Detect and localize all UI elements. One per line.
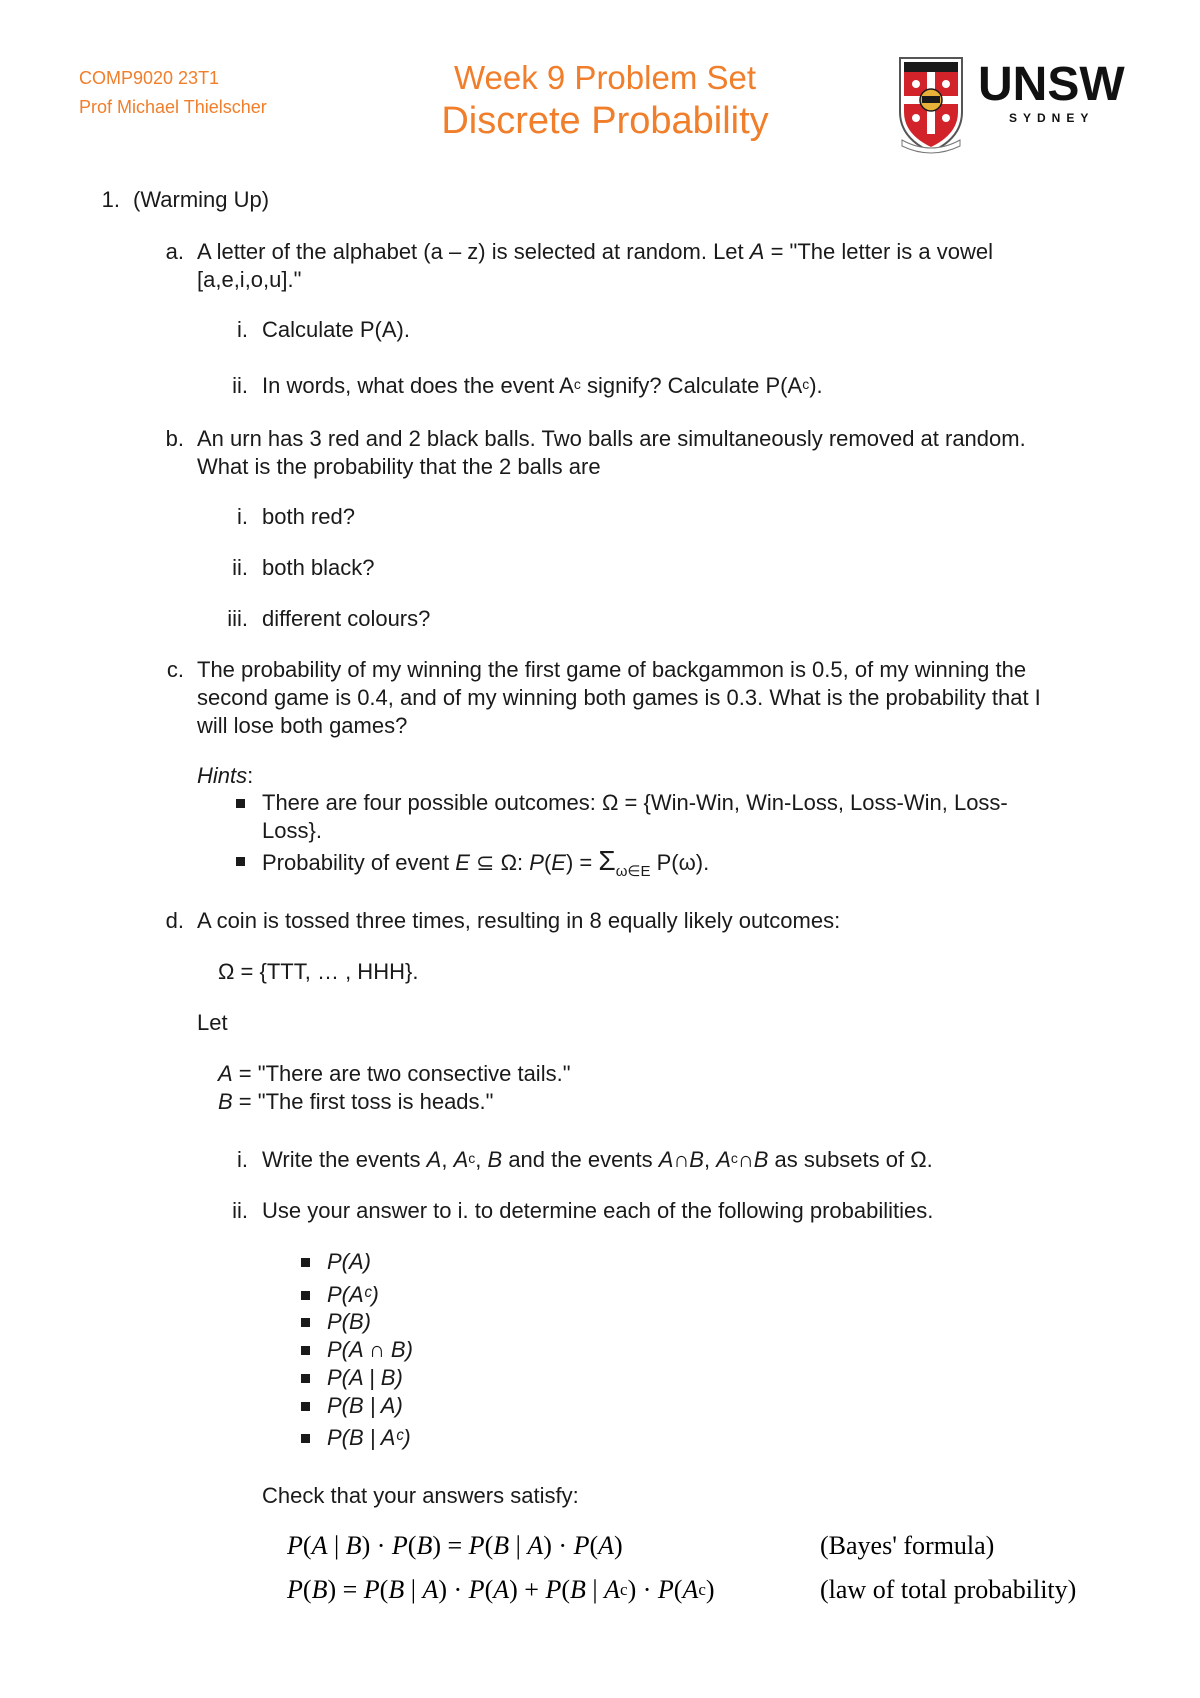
q1c-hint2: Probability of event E ⊆ Ω: $P(E) = \Sigma_{\omega\in E}$ P(ω). xyxy=(262,845,710,880)
q1a-text-line1: A letter of the alphabet (a – z) is selected at random. Let A = "The letter is a vowel xyxy=(197,239,993,264)
q1b-text-line1: An urn has 3 red and 2 black balls. Two balls are simultaneously removed at random. xyxy=(197,426,1026,451)
q1a-ii-text: In words, what does the event $A^c$ signify? Calculate $P(A^c)$. xyxy=(262,373,823,398)
unsw-crest-icon xyxy=(898,56,1138,156)
total-probability-formula: P(B) = P(B | A) · P(A) + P(B | $A^c) \cdot P(A^c)$ xyxy=(287,1575,715,1604)
q1d-check-text: Check that your answers satisfy: xyxy=(262,1483,579,1508)
q1c-text-line2: second game is 0.4, and of my winning both games is 0.3. What is the probability that I xyxy=(197,685,1041,710)
prob-item: P(B | A) xyxy=(327,1393,403,1418)
q1d-text-line1: A coin is tossed three times, resulting in 8 equally likely outcomes: xyxy=(197,908,841,933)
bullet-square-icon xyxy=(301,1374,310,1383)
prob-item: P(Aᶜ) xyxy=(327,1282,379,1307)
q1b-text-line2: What is the probability that the 2 balls are xyxy=(197,454,601,479)
q1b-ii-text: both black? xyxy=(262,555,375,580)
course-code: COMP9020 23T1 xyxy=(79,68,220,88)
bullet-square-icon xyxy=(301,1318,310,1327)
bullet-square-icon xyxy=(301,1258,310,1267)
logo-wordmark: UNSW xyxy=(978,58,1125,111)
q1c-text-line3: will lose both games? xyxy=(197,713,408,738)
q1c-hint1-line1: There are four possible outcomes: Ω = {Win-Win, Win-Loss, Loss-Win, Loss- xyxy=(262,790,1008,815)
page-title: Week 9 Problem Set xyxy=(453,59,757,96)
q1a-i-text: Calculate P(A). xyxy=(262,317,410,342)
q1b-ii-label: ii. xyxy=(232,555,248,580)
q1-title: (Warming Up) xyxy=(133,187,270,212)
prob-item: P(B) xyxy=(327,1309,371,1334)
q1c-text-line1: The probability of my winning the first game of backgammon is 0.5, of my winning the xyxy=(197,657,1027,682)
bullet-square-icon xyxy=(236,857,245,866)
bayes-formula: P(A | B) · P(B) = P(B | A) · P(A) xyxy=(287,1531,623,1560)
q1d-let: Let xyxy=(197,1010,228,1035)
q1a-i-label: i. xyxy=(237,317,248,342)
bullet-square-icon xyxy=(301,1291,310,1300)
q1c-label: c. xyxy=(166,657,184,682)
page-subtitle: Discrete Probability xyxy=(441,100,769,142)
q1a-ii-label: ii. xyxy=(232,373,248,398)
prob-item: P(B | Aᶜ) xyxy=(327,1425,411,1450)
prob-item: P(A ∩ B) xyxy=(327,1337,413,1362)
q1d-ii-text: Use your answer to i. to determine each of the following probabilities. xyxy=(262,1198,934,1223)
course-info xyxy=(79,64,267,122)
q1d-A-def: A = "There are two consective tails." xyxy=(218,1061,571,1086)
q1d-omega: Ω = {TTT, … , HHH}. xyxy=(218,959,419,984)
q1b-i-text: both red? xyxy=(262,504,355,529)
bullet-square-icon xyxy=(301,1434,310,1443)
q1b-i-label: i. xyxy=(237,504,248,529)
bullet-square-icon xyxy=(301,1402,310,1411)
logo-subtext: SYDNEY xyxy=(1009,111,1095,125)
q1d-label: d. xyxy=(165,908,184,933)
bullet-square-icon xyxy=(301,1346,310,1355)
prob-item: P(A | B) xyxy=(327,1365,403,1390)
professor-name: Prof Michael Thielscher xyxy=(79,97,267,117)
q1a-text-line2: [a,e,i,o,u]." xyxy=(197,267,302,292)
q1c-hints-heading: Hints: xyxy=(197,763,254,788)
unsw-logo xyxy=(898,56,1138,156)
q1b-iii-text: different colours? xyxy=(262,606,431,631)
total-probability-label: (law of total probability) xyxy=(820,1575,1077,1604)
q1d-i-text: Write the events A, $A^c$, B and the events A∩B, $A^c\cap B$ as subsets of Ω. xyxy=(262,1147,933,1172)
q1a-label: a. xyxy=(165,239,184,264)
bayes-formula-label: (Bayes' formula) xyxy=(820,1531,995,1560)
q1-number: 1. xyxy=(101,187,120,212)
q1b-label: b. xyxy=(165,426,184,451)
q1b-iii-label: iii. xyxy=(227,606,248,631)
q1c-hint1-line2: Loss}. xyxy=(262,818,322,843)
q1d-ii-label: ii. xyxy=(232,1198,248,1223)
prob-item: P(A) xyxy=(327,1249,371,1274)
q1d-i-label: i. xyxy=(237,1147,248,1172)
bullet-square-icon xyxy=(236,799,245,808)
q1d-B-def: B = "The first toss is heads." xyxy=(218,1089,494,1114)
